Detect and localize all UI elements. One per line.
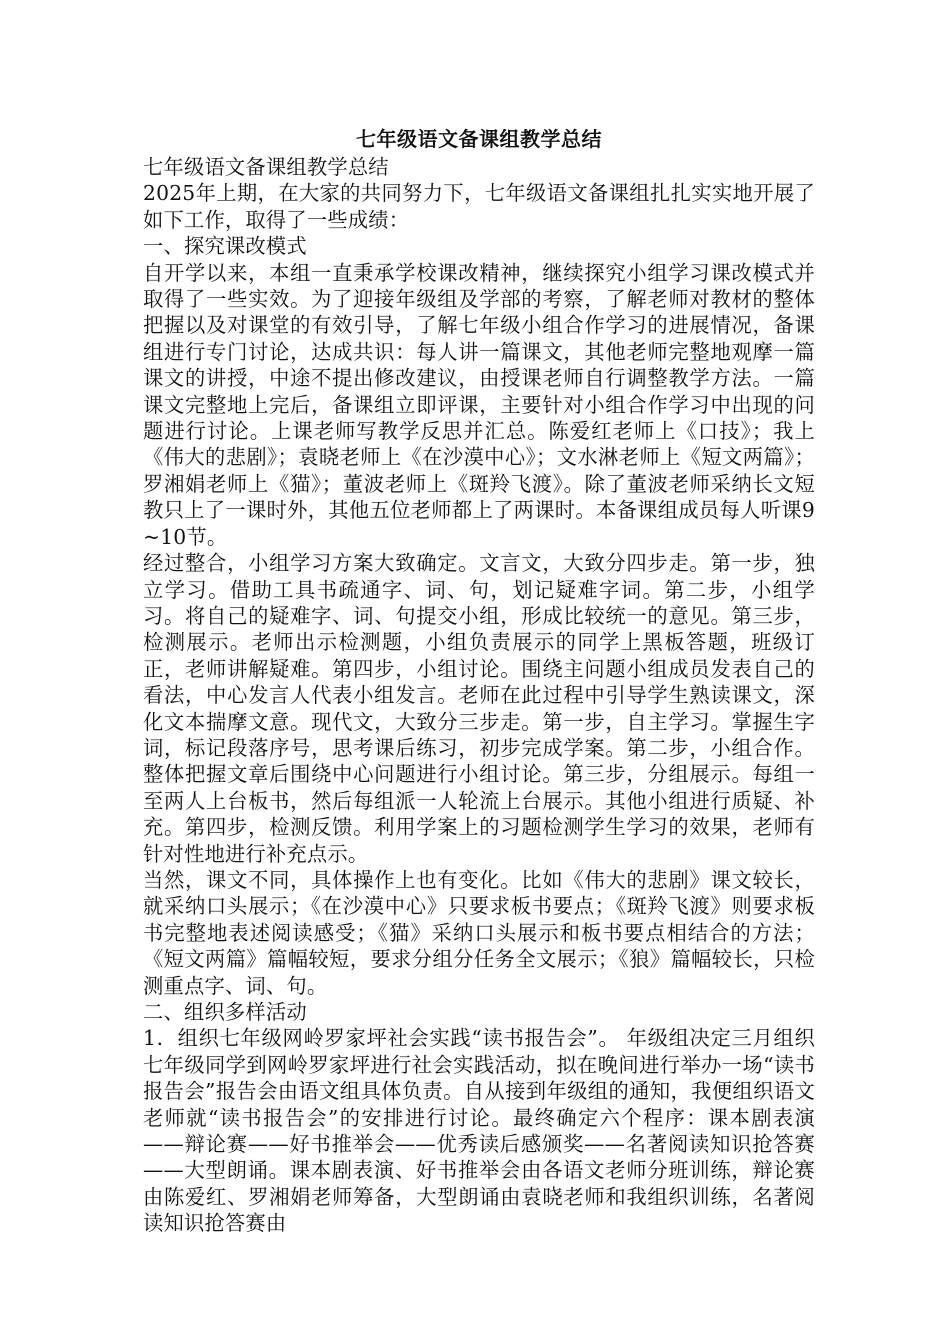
subtitle-paragraph: 七年级语文备课组教学总结 [143, 155, 389, 179]
section-heading-2: 二、组织多样活动 [143, 1000, 307, 1024]
body-paragraph: 经过整合，小组学习方案大致确定。文言文，大致分四步走。第一步，独立学习。借助工具书疏通字、词、句，划记疑难字词。第二步，小组学习。将自己的疑难字、词、句提交小组，形成比较统一的意见。第三步，检测展示。老师出示检测题，小组负责展示的同学上黑板答题，班级订正，老师讲解疑难。第四步，小组讨论。围绕主问题小组成员发表自己的看法，中心发言人代表小组发言。老师在此过程中引导学生熟读课文，深化文本揣摩文意。现代文，大致分三步走。第一步，自主学习。掌握生字词，标记段落序号，思考课后练习，初步完成学案。第二步，小组合作。整体把握文章后围绕中心问题进行小组讨论。第三步，分组展示。每组一至两人上台板书，然后每组派一人轮流上台展示。其他小组进行质疑、补充。第四步，检测反馈。利用学案上的习题检测学生学习的效果，老师有针对性地进行补充点示。 [143, 551, 815, 866]
document-title: 七年级语文备课组教学总结 [356, 127, 602, 151]
intro-paragraph: 2025年上期，在大家的共同努力下，七年级语文备课组扎扎实实地开展了如下工作，取得了一些成绩： [143, 181, 815, 232]
section-heading-1: 一、探究课改模式 [143, 234, 307, 259]
body-paragraph: 自开学以来，本组一直秉承学校课改精神，继续探究小组学习课改模式并取得了一些实效。为了迎接年级组及学部的考察，了解老师对教材的整体把握以及对课堂的有效引导，了解七年级小组合作学习的进展情况，备课组进行专门讨论，达成共识：每人讲一篇课文，其他老师完整地观摩一篇课文的讲授，中途不提出修改建议，由授课老师自行调整教学方法。一篇课文完整地上完后，备课组立即评课，主要针对小组合作学习中出现的问题进行讨论。上课老师写教学反思并汇总。陈爱红老师上《口技》；我上《伟大的悲剧》；袁晓老师上《在沙漠中心》；文水淋老师上《短文两篇》；罗湘娟老师上《猫》；董波老师上《斑羚飞渡》。除了董波老师采纳长文短教只上了一课时外，其他五位老师都上了两课时。本备课组成员每人听课9~10节。 [143, 260, 815, 549]
document-page [143, 124, 815, 1237]
body-paragraph: 1．组织七年级网岭罗家坪社会实践“读书报告会”。 年级组决定三月组织七年级同学到网岭罗家坪进行社会实践活动，拟在晚间进行举办一场“读书报告会”报告会由语文组具体负责。自从接到年级组的通知，我便组织语文老师就“读书报告会”的安排进行讨论。最终确定六个程序：课本剧表演——辩论赛——好书推举会——优秀读后感颁奖——名著阅读知识抢答赛——大型朗诵。课本剧表演、好书推举会由各语文老师分班训练，辩论赛由陈爱红、罗湘娟老师筹备，大型朗诵由袁晓老师和我组织训练，名著阅读知识抢答赛由 [143, 1026, 815, 1236]
body-paragraph: 当然，课文不同，具体操作上也有变化。比如《伟大的悲剧》课文较长，就采纳口头展示；《在沙漠中心》只要求板书要点；《斑羚飞渡》则要求板书完整地表述阅读感受；《猫》采纳口头展示和板书要点相结合的方法；《短文两篇》篇幅较短，要求分组分任务全文展示；《狼》篇幅较长，只检测重点字、词、句。 [143, 867, 815, 998]
